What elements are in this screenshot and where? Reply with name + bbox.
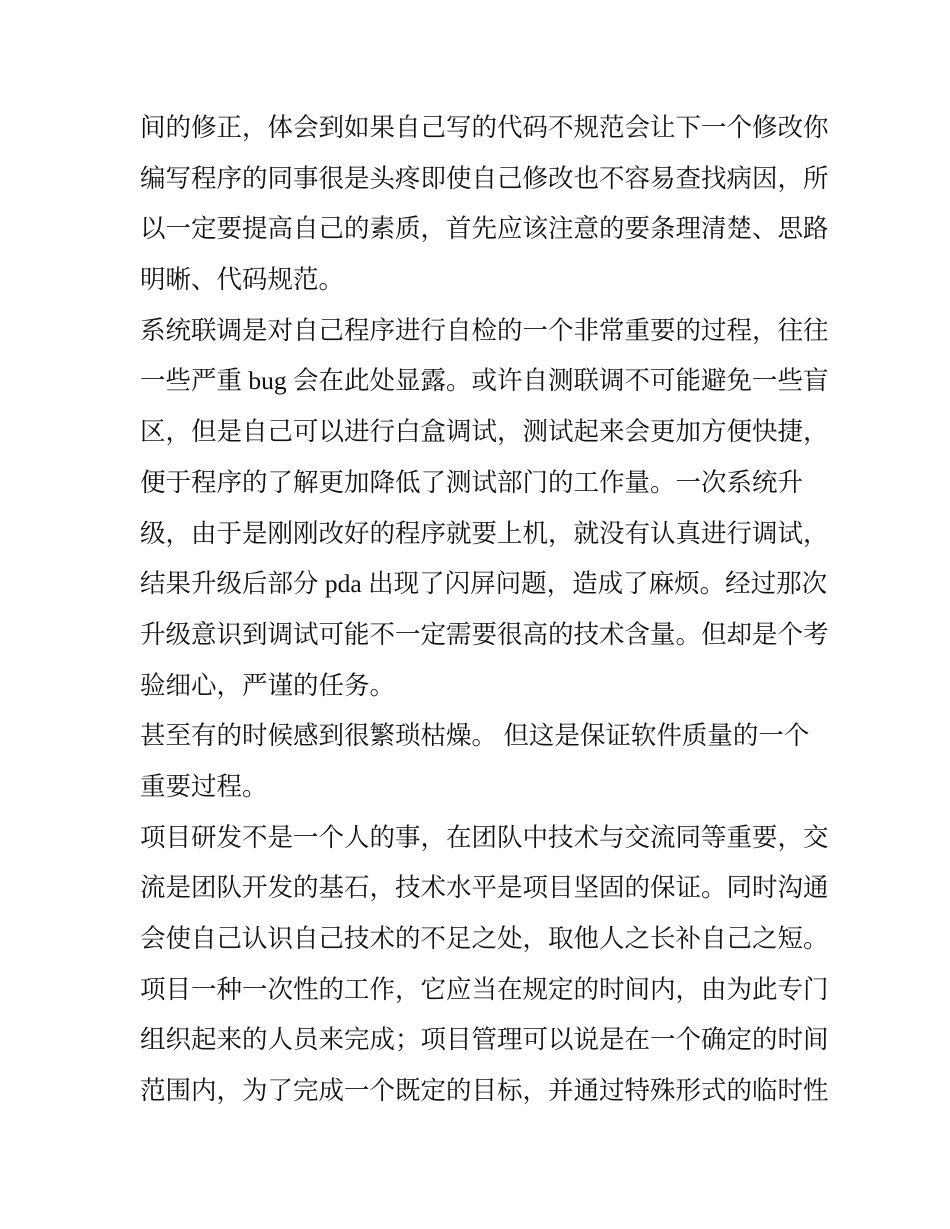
text-line: 结果升级后部分 pda 出现了闪屏问题，造成了麻烦。经过那次 xyxy=(140,569,828,599)
document-body xyxy=(140,103,829,1117)
text-line: 升级意识到调试可能不一定需要很高的技术含量。但却是个考 xyxy=(140,619,829,649)
text-line: 以一定要提高自己的素质，首先应该注意的要条理清楚、思路 xyxy=(140,214,829,244)
text-line: 一些严重 bug 会在此处显露。或许自测联调不可能避免一些盲 xyxy=(140,366,829,396)
text-line: 级，由于是刚刚改好的程序就要上机，就没有认真进行调试， xyxy=(140,518,829,548)
text-line: 组织起来的人员来完成；项目管理可以说是在一个确定的时间 xyxy=(140,1025,829,1055)
text-line: 区，但是自己可以进行白盒调试，测试起来会更加方便快捷， xyxy=(140,417,829,447)
text-line: 便于程序的了解更加降低了测试部门的工作量。一次系统升 xyxy=(140,467,804,497)
text-line: 甚至有的时候感到很繁琐枯燥。 但这是保证软件质量的一个 xyxy=(140,721,810,751)
text-line: 重要过程。 xyxy=(140,771,268,801)
text-line: 范围内，为了完成一个既定的目标，并通过特殊形式的临时性 xyxy=(140,1076,829,1106)
text-line: 验细心，严谨的任务。 xyxy=(140,670,396,700)
text-line: 项目一种一次性的工作，它应当在规定的时间内，由为此专门 xyxy=(140,974,829,1004)
text-line: 间的修正，体会到如果自己写的代码不规范会让下一个修改你 xyxy=(140,113,829,142)
text-line: 会使自己认识自己技术的不足之处，取他人之长补自己之短。 xyxy=(140,924,829,953)
text-line: 流是团队开发的基石，技术水平是项目坚固的保证。同时沟通 xyxy=(140,873,829,903)
text-line: 项目研发不是一个人的事，在团队中技术与交流同等重要，交 xyxy=(140,822,829,852)
text-line: 编写程序的同事很是头疼即使自己修改也不容易查找病因，所 xyxy=(140,163,829,193)
text-line: 明晰、代码规范。 xyxy=(140,265,345,295)
text-line: 系统联调是对自己程序进行自检的一个非常重要的过程，往往 xyxy=(140,315,829,345)
